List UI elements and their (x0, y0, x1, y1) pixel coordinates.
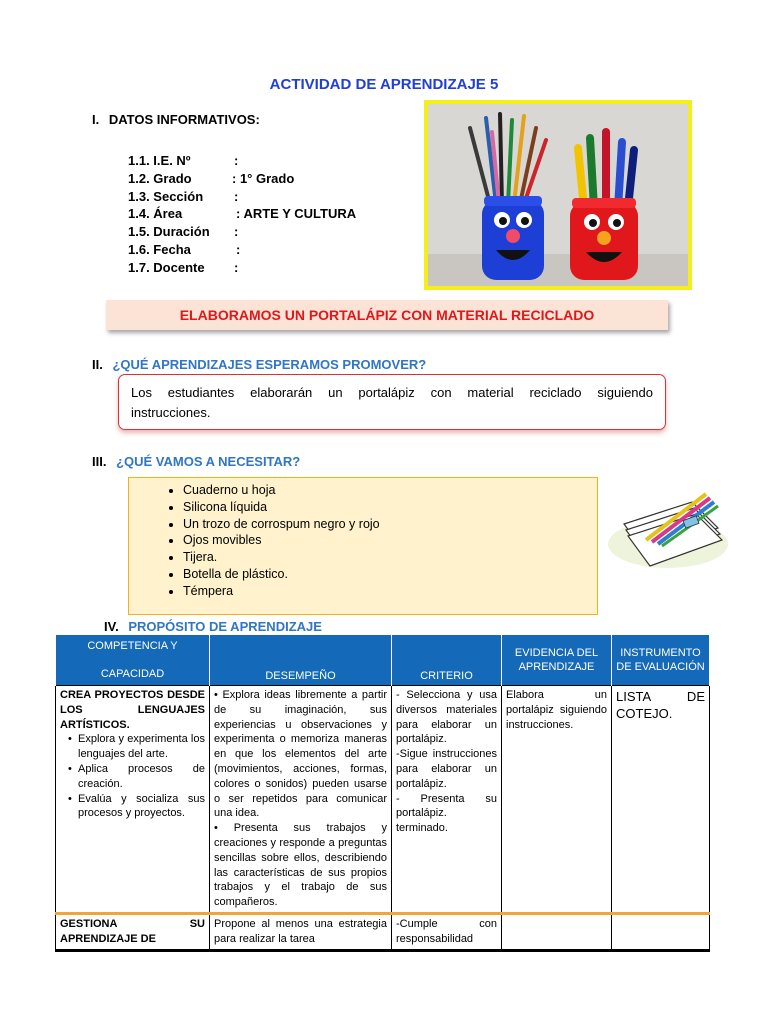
list-item: • Explora y experimenta los lenguajes del arte. (70, 732, 205, 762)
learning-goal-box (118, 374, 666, 430)
list-item: • Aplica procesos de creación. (70, 762, 205, 792)
table-header-row (56, 635, 710, 686)
list-item: • Un trozo de corrospum negro y rojo (183, 516, 597, 533)
list-item: • Témpera (183, 583, 597, 600)
info-row-grado: 1.2. Grado : 1° Grado (128, 170, 295, 186)
notebook-pencils-icon (606, 484, 730, 570)
header-instrumento: INSTRUMENTO DE EVALUACIÓN (612, 635, 710, 686)
info-row-seccion: 1.3. Sección : (128, 188, 239, 204)
info-row-ie: 1.1. I.E. Nº : (128, 153, 239, 168)
list-item: • Tijera. (183, 549, 597, 566)
cell-desempeno-2: Propone al menos una estrategia para realizar la tarea (210, 913, 392, 950)
table-row (56, 686, 710, 914)
section-2-number: II. (92, 357, 103, 372)
info-list (128, 152, 356, 277)
header-criterio: CRITERIO (392, 635, 502, 686)
cell-evidencia: Elabora un portalápiz siguiendo instrucciones. (502, 686, 612, 914)
section-2-heading (92, 357, 426, 372)
section-3-number: III. (92, 454, 107, 469)
table-row (56, 913, 710, 950)
activity-banner: ELABORAMOS UN PORTALÁPIZ CON MATERIAL RECICLADO (106, 300, 668, 330)
header-evidencia: EVIDENCIA DEL APRENDIZAJE (502, 635, 612, 686)
cell-evidencia-2 (502, 913, 612, 950)
list-item: • Ojos movibles (183, 532, 597, 549)
desempeno-item-1: • Explora ideas libremente a partir de su imaginación, sus experiencias u observaciones y experimenta o memoriza maneras en que los elementos del arte (movimientos, acciones, formas, colores o sonidos) pueden usarse o ser repetidos para comunicar una idea. (214, 689, 387, 820)
section-4-number: IV. (104, 619, 119, 634)
cell-criterio-2: -Cumple con responsabilidad (392, 913, 502, 950)
notebook-pencils-clipart (606, 484, 730, 570)
list-item: • Botella de plástico. (183, 566, 597, 583)
cell-instrumento-2 (612, 913, 710, 950)
activity-title: ACTIVIDAD DE APRENDIZAJE 5 (269, 76, 499, 93)
capacidades-list (60, 732, 205, 821)
header-desempeno: DESEMPEÑO (210, 635, 392, 686)
learning-goal-line-2: instrucciones. (131, 405, 211, 420)
section-1-label: DATOS INFORMATIVOS: (108, 112, 260, 127)
list-item: • Silicona líquida (183, 499, 597, 516)
section-3-label: ¿QUÉ VAMOS A NECESITAR? (116, 454, 301, 469)
list-item: • Evalúa y socializa sus procesos y proyectos. (70, 792, 205, 822)
header-competencia: COMPETENCIA Y CAPACIDAD (56, 635, 210, 686)
pencil-holders-image (428, 104, 688, 286)
cell-competencia-2: GESTIONA SU APRENDIZAJE DE (56, 913, 210, 950)
purpose-table (55, 635, 710, 952)
pencil-holder-photo (424, 100, 692, 290)
info-row-duracion: 1.5. Duración : (128, 224, 239, 240)
competencia-title: CREA PROYECTOS DESDE LOS LENGUAJES ARTÍSTICOS. (60, 689, 205, 731)
materials-list (159, 482, 597, 600)
cell-desempeno (210, 686, 392, 914)
info-row-area: 1.4. Área : ARTE Y CULTURA (128, 206, 357, 222)
list-item: • Cuaderno u hoja (183, 482, 597, 499)
criterio-item-2: -Sigue instrucciones para elaborar un portalápiz. (396, 748, 497, 790)
materials-box (128, 477, 598, 615)
section-2-label: ¿QUÉ APRENDIZAJES ESPERAMOS PROMOVER? (112, 357, 427, 372)
section-4-label: PROPÓSITO DE APRENDIZAJE (128, 619, 322, 634)
cell-instrumento: LISTA DE COTEJO. (612, 686, 710, 914)
section-1-number: I. (92, 112, 100, 127)
section-1-heading (92, 112, 260, 127)
info-row-fecha: 1.6. Fecha : (128, 241, 241, 257)
desempeno-item-2: • Presenta sus trabajos y creaciones y responde a preguntas sencillas sobre ellos, describiendo las características de sus propios trabajos y el trabajo de sus compañeros. (214, 822, 387, 909)
cell-criterio (392, 686, 502, 914)
criterio-item-1: - Selecciona y usa diversos materiales para elaborar un portalápiz. (396, 689, 497, 746)
info-row-docente: 1.7. Docente : (128, 259, 239, 275)
criterio-item-3: - Presenta su portalápiz. terminado. (396, 792, 497, 835)
section-3-heading (92, 454, 300, 469)
section-4-heading (104, 619, 322, 634)
cell-competencia (56, 686, 210, 914)
learning-goal-line-1: Los estudiantes elaborarán un portalápiz con material reciclado siguiendo (131, 385, 653, 400)
